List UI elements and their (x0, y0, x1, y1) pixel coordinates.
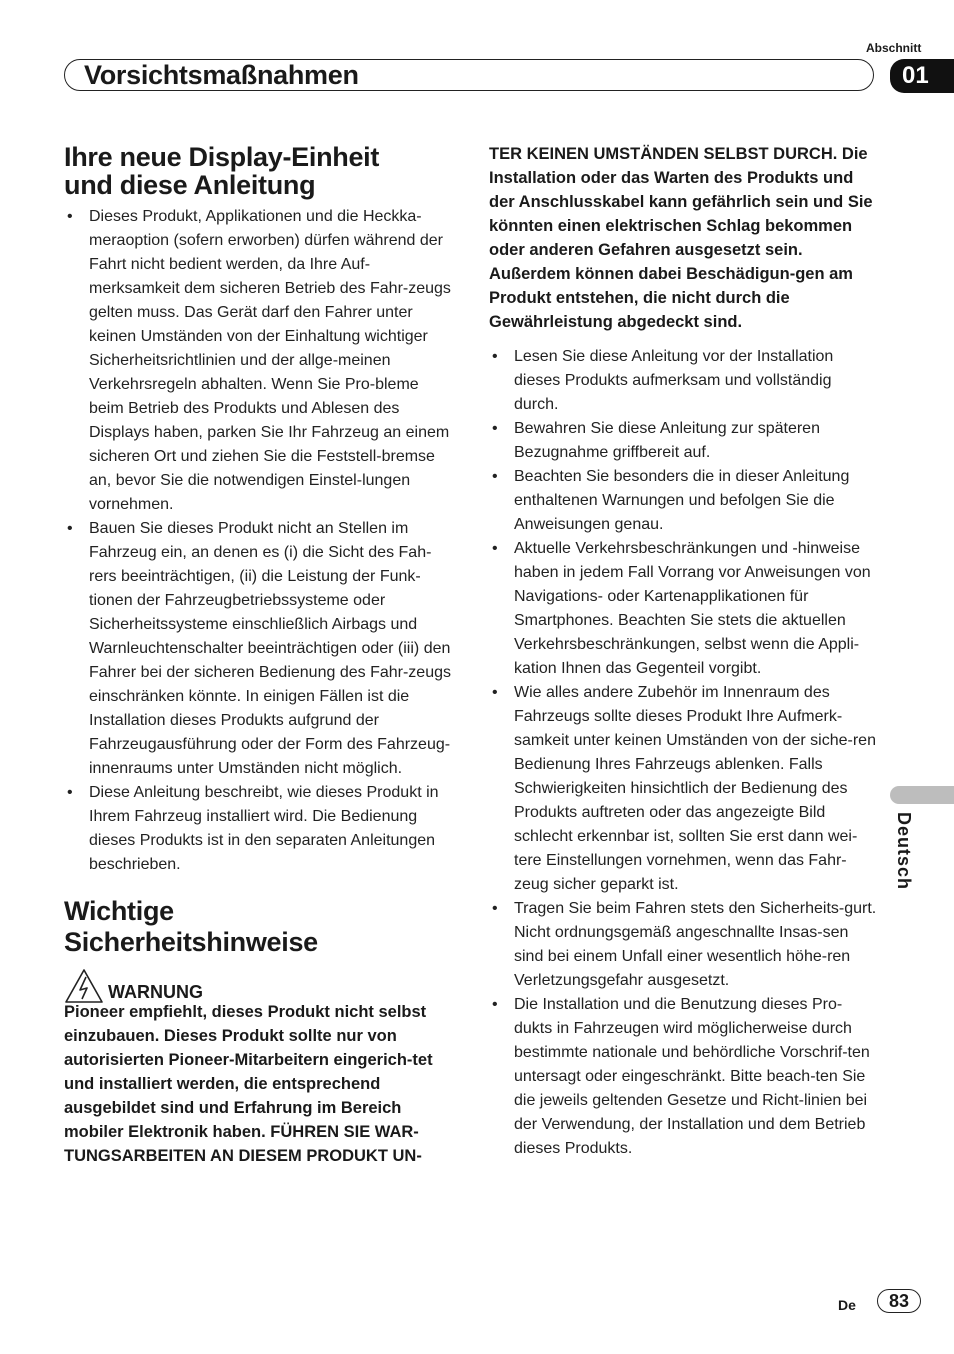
section1-heading-line1: Ihre neue Display-Einheit (64, 142, 380, 172)
section2-bullet-list (489, 345, 879, 1161)
section2-heading-line1: Wichtige (64, 896, 174, 926)
section1-heading-line2: und diese Anleitung (64, 170, 316, 200)
warning-text-left: Pioneer empfiehlt, dieses Produkt nicht selbst einzubauen. Dieses Produkt sollte nur von autorisierten Pioneer-Mitarbeitern eingerich-tet und installiert werden, die entsprechend ausgebildet sind und Erfahrung im Bereich mobiler Elektronik haben. FÜHREN SIE WAR-TUNGSARBEITEN AN DIESEM PRODUKT UN- (64, 1003, 433, 1165)
page-number: 83 (877, 1289, 921, 1313)
list-item: • Bewahren Sie diese Anleitung zur späteren Bezugnahme griffbereit auf. (489, 417, 879, 465)
footer-language-code: De (838, 1297, 856, 1313)
section-number-badge: 01 (890, 59, 954, 93)
language-tab-marker (890, 786, 954, 804)
warning-text-right: TER KEINEN UMSTÄNDEN SELBST DURCH. Die Installation oder das Warten des Produkts und der Anschlusskabel kann gefährlich sein und Sie könnten einen elektrischen Schlag bekommen oder anderen Gefahren ausgesetzt sein. Außerdem können dabei Beschädigun-gen am Produkt entstehen, die nicht durch die Gewährleistung abgedeckt sind. (489, 145, 873, 331)
language-tab-label: Deutsch (894, 812, 914, 891)
warning-triangle-icon (64, 968, 104, 1004)
abschnitt-label: Abschnitt (866, 41, 922, 55)
list-item: • Wie alles andere Zubehör im Innenraum des Fahrzeugs sollte dieses Produkt Ihre Aufmerk-samkeit unter keinen Umständen von der siche-ren Bedienung Ihres Fahrzeugs ablenken. Falls Schwierigkeiten hinsichtlich der Bedienung des Produkts auftreten oder das angezeigte Bild schlecht erkennbar ist, sollten Sie erst dann wei-tere Einstellungen vornehmen, wenn das Fahr-zeug sicher geparkt ist. (489, 681, 879, 897)
list-item: • Beachten Sie besonders die in dieser Anleitung enthaltenen Warnungen und befolgen Sie die Anweisungen genau. (489, 465, 879, 537)
list-item: • Diese Anleitung beschreibt, wie dieses Produkt in Ihrem Fahrzeug installiert wird. Die Bedienung dieses Produkts ist in den separaten Anleitungen beschrieben. (64, 781, 454, 877)
list-item: • Aktuelle Verkehrsbeschränkungen und -hinweise haben in jedem Fall Vorrang vor Anweisungen von Navigations- oder Kartenapplikationen für Smartphones. Beachten Sie stets die aktuellen Verkehrsbeschränkungen, selbst wenn die Appli-kation Ihnen das Gegenteil vorgibt. (489, 537, 879, 681)
page-title: Vorsichtsmaßnahmen (84, 60, 359, 90)
section1-heading (64, 143, 379, 199)
list-item: • Dieses Produkt, Applikationen und die Heckka-meraoption (sofern erworben) dürfen während der Fahrt nicht bedient werden, da Ihre Auf-merksamkeit dem sicheren Betrieb des Fahr-zeugs gelten muss. Das Gerät darf den Fahrer unter keinen Umständen von der Einhaltung wichtiger Sicherheitsrichtlinien und der allge-meinen Verkehrsregeln abhalten. Wenn Sie Pro-bleme beim Betrieb des Produkts und Ablesen des Displays haben, parken Sie Ihr Fahrzeug an einem sicheren Ort und ziehen Sie die Feststell-bremse an, bevor Sie die notwendigen Einstel-lungen vornehmen. (64, 205, 454, 517)
list-item: • Die Installation und die Benutzung dieses Pro-dukts in Fahrzeugen wird möglicherweise durch bestimmte nationale und behördliche Vorschrif-ten untersagt oder eingeschränkt. Bitte beach-ten Sie die jeweils geltenden Gesetze und Richt-linien bei der Verwendung, der Installation und dem Betrieb dieses Produkts. (489, 993, 879, 1161)
list-item: • Bauen Sie dieses Produkt nicht an Stellen im Fahrzeug ein, an denen es (i) die Sicht des Fah-rers beeinträchtigen, (ii) die Leistung der Funk-tionen der Fahrzeugbetriebssysteme oder Sicherheitssysteme einschließlich Airbags und Warnleuchtenschalter beeinträchtigen oder (iii) den Fahrer bei der sicheren Bedienung des Fahr-zeugs einschränken könnte. In einigen Fällen ist die Installation dieses Produkts aufgrund der Fahrzeugausführung oder der Form des Fahrzeug-innenraums unter Umständen nicht möglich. (64, 517, 454, 781)
section2-heading-line2: Sicherheitshinweise (64, 927, 318, 957)
section1-bullet-list (64, 205, 454, 877)
list-item: • Lesen Sie diese Anleitung vor der Installation dieses Produkts aufmerksam und vollständig durch. (489, 345, 879, 417)
warning-label: WARNUNG (108, 982, 203, 1002)
list-item: • Tragen Sie beim Fahren stets den Sicherheits-gurt. Nicht ordnungsgemäß angeschnallte Insas-sen sind bei einem Unfall einer wesentlich höhe-ren Verletzungsgefahr ausgesetzt. (489, 897, 879, 993)
section2-heading (64, 896, 318, 958)
